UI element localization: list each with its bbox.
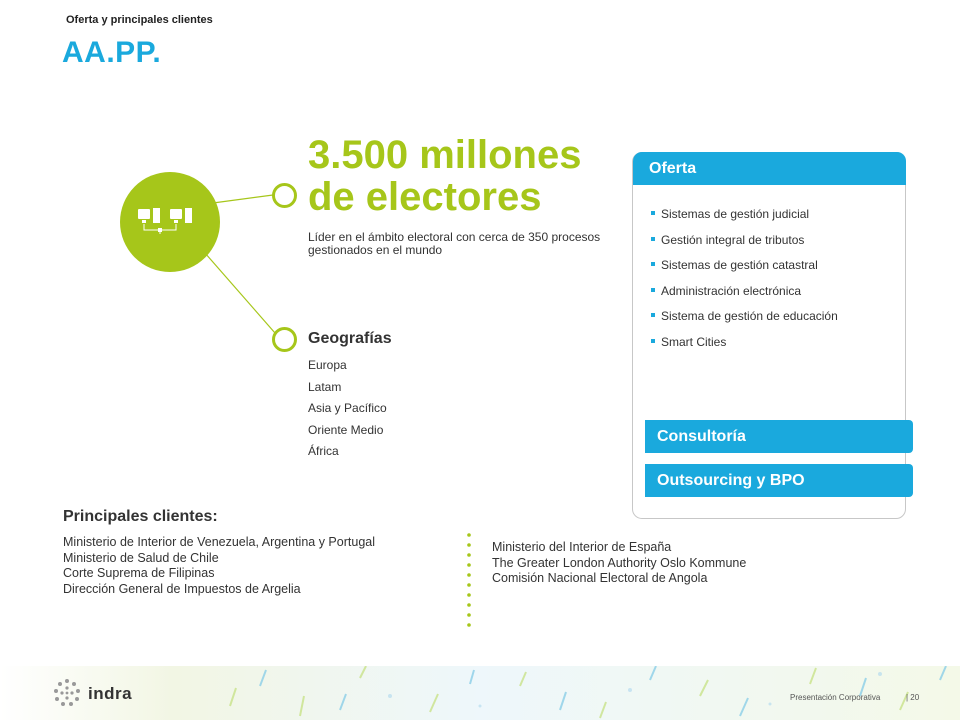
geografia-item: Latam — [308, 379, 342, 394]
electores-figure-line1: 3.500 millones — [308, 133, 582, 177]
oferta-header: Oferta — [633, 152, 906, 185]
electores-ring — [272, 183, 297, 208]
oferta-item: Administración electrónica — [651, 281, 838, 307]
cliente-item: Ministerio del Interior de España — [492, 540, 672, 554]
geografias-title: Geografías — [308, 330, 392, 347]
indra-logo-text: indra — [88, 684, 133, 703]
outsourcing-bar: Outsourcing y BPO — [645, 464, 913, 497]
oferta-item: Sistema de gestión de educación — [651, 306, 838, 332]
computers-network-icon — [120, 172, 220, 272]
oferta-item: Gestión integral de tributos — [651, 230, 838, 256]
geografia-item: África — [308, 444, 339, 458]
oferta-list — [651, 204, 838, 358]
indra-logo-icon — [52, 678, 82, 708]
dotted-divider — [466, 532, 472, 636]
footer-page-number: | 20 — [906, 693, 920, 702]
geografias-ring — [272, 327, 297, 352]
geografia-item: Asia y Pacífico — [308, 401, 387, 415]
geografia-item: Europa — [308, 358, 347, 372]
page-title: AA.PP. — [62, 36, 162, 69]
cliente-item: Corte Suprema de Filipinas — [63, 566, 215, 580]
clientes-title: Principales clientes: — [63, 508, 218, 525]
cliente-item: Comisión Nacional Electoral de Angola — [492, 571, 708, 585]
oferta-item: Smart Cities — [651, 332, 838, 358]
consultoria-bar: Consultoría — [645, 420, 913, 453]
clientes-list-left — [63, 535, 375, 597]
geografia-item: Oriente Medio — [308, 422, 384, 437]
cliente-item: Dirección General de Impuestos de Argelia — [63, 581, 301, 596]
electoral-hub — [120, 172, 220, 272]
cliente-item: The Greater London Authority Oslo Kommune — [492, 555, 747, 570]
footer-doc-title: Presentación Corporativa — [790, 693, 881, 702]
cliente-item: Ministerio de Salud de Chile — [63, 550, 219, 565]
electores-figure — [308, 134, 618, 218]
cliente-item: Ministerio de Interior de Venezuela, Argentina y Portugal — [63, 535, 375, 549]
electores-description: Líder en el ámbito electoral con cerca de 350 procesos gestionados en el mundo — [308, 230, 601, 257]
oferta-item: Sistemas de gestión judicial — [651, 204, 838, 230]
electores-figure-line2: de electores — [308, 175, 542, 219]
section-label: Oferta y principales clientes — [66, 14, 213, 26]
geografias-list — [308, 355, 387, 463]
clientes-list-right — [492, 540, 746, 587]
oferta-item: Sistemas de gestión catastral — [651, 255, 838, 281]
